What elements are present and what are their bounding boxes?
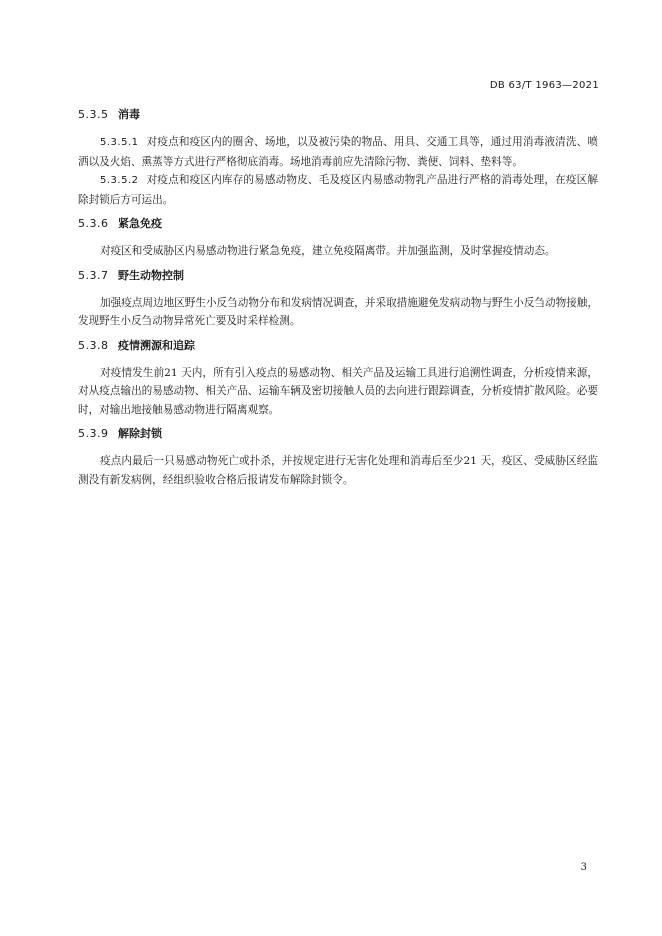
paragraph-wildlife-control: 加强疫点周边地区野生小反刍动物分布和发病情况调查，并采取措施避免发病动物与野生小反刍动物接触，发现野生小反刍动物异常死亡要及时采样检测。 — [78, 296, 598, 327]
clause-5-3-5-2 — [78, 171, 598, 209]
clause-text: 对疫点和疫区内库存的易感动物皮、毛及疫区内易感动物乳产品进行严格的消毒处理，在疫区解除封锁后方可运出。 — [78, 174, 598, 206]
section-title: 疫情溯源和追踪 — [118, 338, 195, 352]
section-heading-disinfection — [78, 106, 598, 123]
document-code: DB 63/T 1963—2021 — [489, 80, 599, 91]
section-number: 5.3.6 — [78, 217, 109, 230]
section-title: 野生动物控制 — [118, 268, 184, 282]
paragraph-lift-blockade: 疫点内最后一只易感动物死亡或扑杀，并按规定进行无害化处理和消毒后至少21 天，疫区、受威胁区经监测没有新发病例，经组织验收合格后报请发布解除封锁令。 — [78, 455, 598, 486]
paragraph-tracing: 对疫情发生前21 天内，所有引入疫点的易感动物、相关产品及运输工具进行追溯性调查，分析疫情来源，对从疫点输出的易感动物、相关产品、运输车辆及密切接触人员的去向进行跟踪调查，分析疫情扩散风险。必要时，对输出地接触易感动物进行隔离观察。 — [78, 366, 598, 416]
section-number: 5.3.5 — [78, 108, 109, 121]
paragraph-emergency-immunization: 对疫区和受威胁区内易感动物进行紧急免疫，建立免疫隔离带。并加强监测，及时掌握疫情动态。 — [100, 245, 556, 257]
section-number: 5.3.9 — [78, 427, 109, 440]
clause-number: 5.3.5.2 — [100, 175, 139, 186]
section-number: 5.3.8 — [78, 338, 109, 352]
section-heading-tracing — [78, 337, 598, 354]
clause-5-3-5-1 — [78, 133, 598, 171]
section-heading-lift-blockade — [78, 425, 598, 442]
section-heading-emergency-immunization — [78, 215, 598, 232]
clause-text: 对疫点和疫区内的圈舍、场地，以及被污染的物品、用具、交通工具等，通过用消毒液清洗、喷洒以及火焰、熏蒸等方式进行严格彻底消毒。场地消毒前应先清除污物、粪便、饲料、垫料等。 — [78, 136, 598, 168]
section-title: 消毒 — [118, 108, 140, 121]
page-number: 3 — [580, 862, 587, 873]
clause-number: 5.3.5.1 — [100, 137, 139, 148]
document-body — [78, 106, 598, 489]
section-title: 解除封锁 — [118, 427, 162, 440]
section-heading-wildlife-control — [78, 267, 598, 284]
section-number: 5.3.7 — [78, 268, 109, 282]
section-title: 紧急免疫 — [118, 217, 162, 230]
